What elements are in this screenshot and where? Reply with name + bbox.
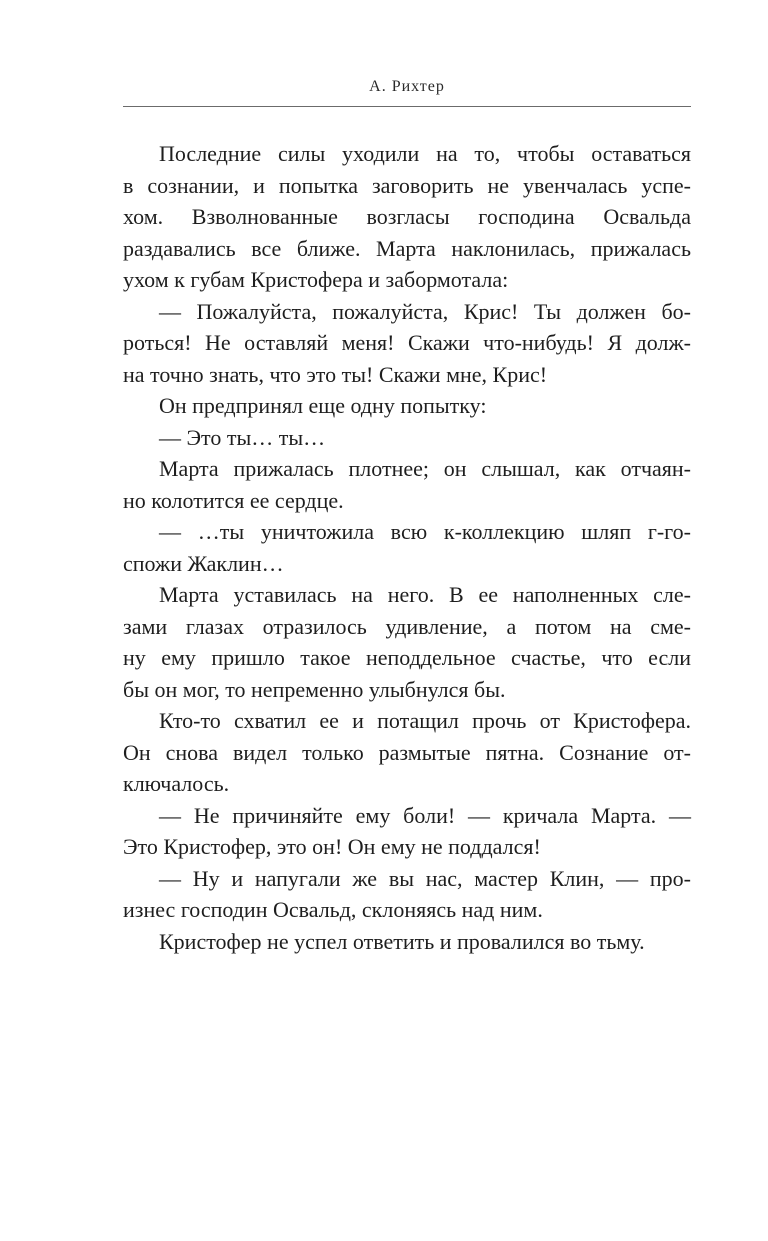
text-line: — Пожалуйста, пожалуйста, Крис! Ты должен бо- [159,298,691,324]
text-line: но колотится ее сердце. [123,487,344,513]
running-head-author: А. Рихтер [369,78,445,95]
text-line: изнес господин Освальд, склоняясь над ним. [123,897,543,922]
text-line: ну ему пришло такое неподдельное счастье, что если [123,645,691,670]
text-line: Последние силы уходили на то, чтобы оставаться [159,141,691,166]
text-line: Кто-то схватил ее и потащил прочь от Кристофера. [159,708,691,733]
header-rule [123,106,691,107]
text-line: Марта прижалась плотнее; он слышал, как отчаян- [159,456,691,481]
text-line: на точно знать, что это ты! Скажи мне, Крис! [123,361,548,387]
text-line: Он снова видел только размытые пятна. Сознание от- [123,739,691,765]
text-line: ключалось. [123,771,230,796]
text-line: спожи Жаклин… [123,550,284,576]
text-line: в сознании, и попытка заговорить не увенчалась успе- [123,172,691,198]
text-line: — Это ты… ты… [159,424,326,450]
text-line: Это Кристофер, это он! Он ему не поддался! [123,834,541,859]
text-line: — Ну и напугали же вы нас, мастер Клин, — про- [159,865,691,891]
text-line: зами глазах отразилось удивление, а потом на сме- [123,613,691,639]
text-line: раздавались все ближе. Марта наклонилась, прижалась [123,235,691,261]
text-line: — Не причиняйте ему боли! — кричала Марта. — [159,802,691,828]
text-line: Он предпринял еще одну попытку: [159,393,487,418]
text-line: Марта уставилась на него. В ее наполненных сле- [159,582,691,607]
text-line: бы он мог, то непременно улыбнулся бы. [123,676,506,702]
text-line: роться! Не оставляй меня! Скажи что-нибудь! Я долж- [123,330,691,355]
text-line: Кристофер не успел ответить и провалился во тьму. [159,928,645,954]
body-text [123,138,691,957]
text-line: — …ты уничтожила всю к-коллекцию шляп г-го- [159,519,691,544]
text-line: ухом к губам Кристофера и забормотала: [123,267,509,292]
text-line: хом. Взволнованные возгласы господина Освальда [123,204,691,229]
